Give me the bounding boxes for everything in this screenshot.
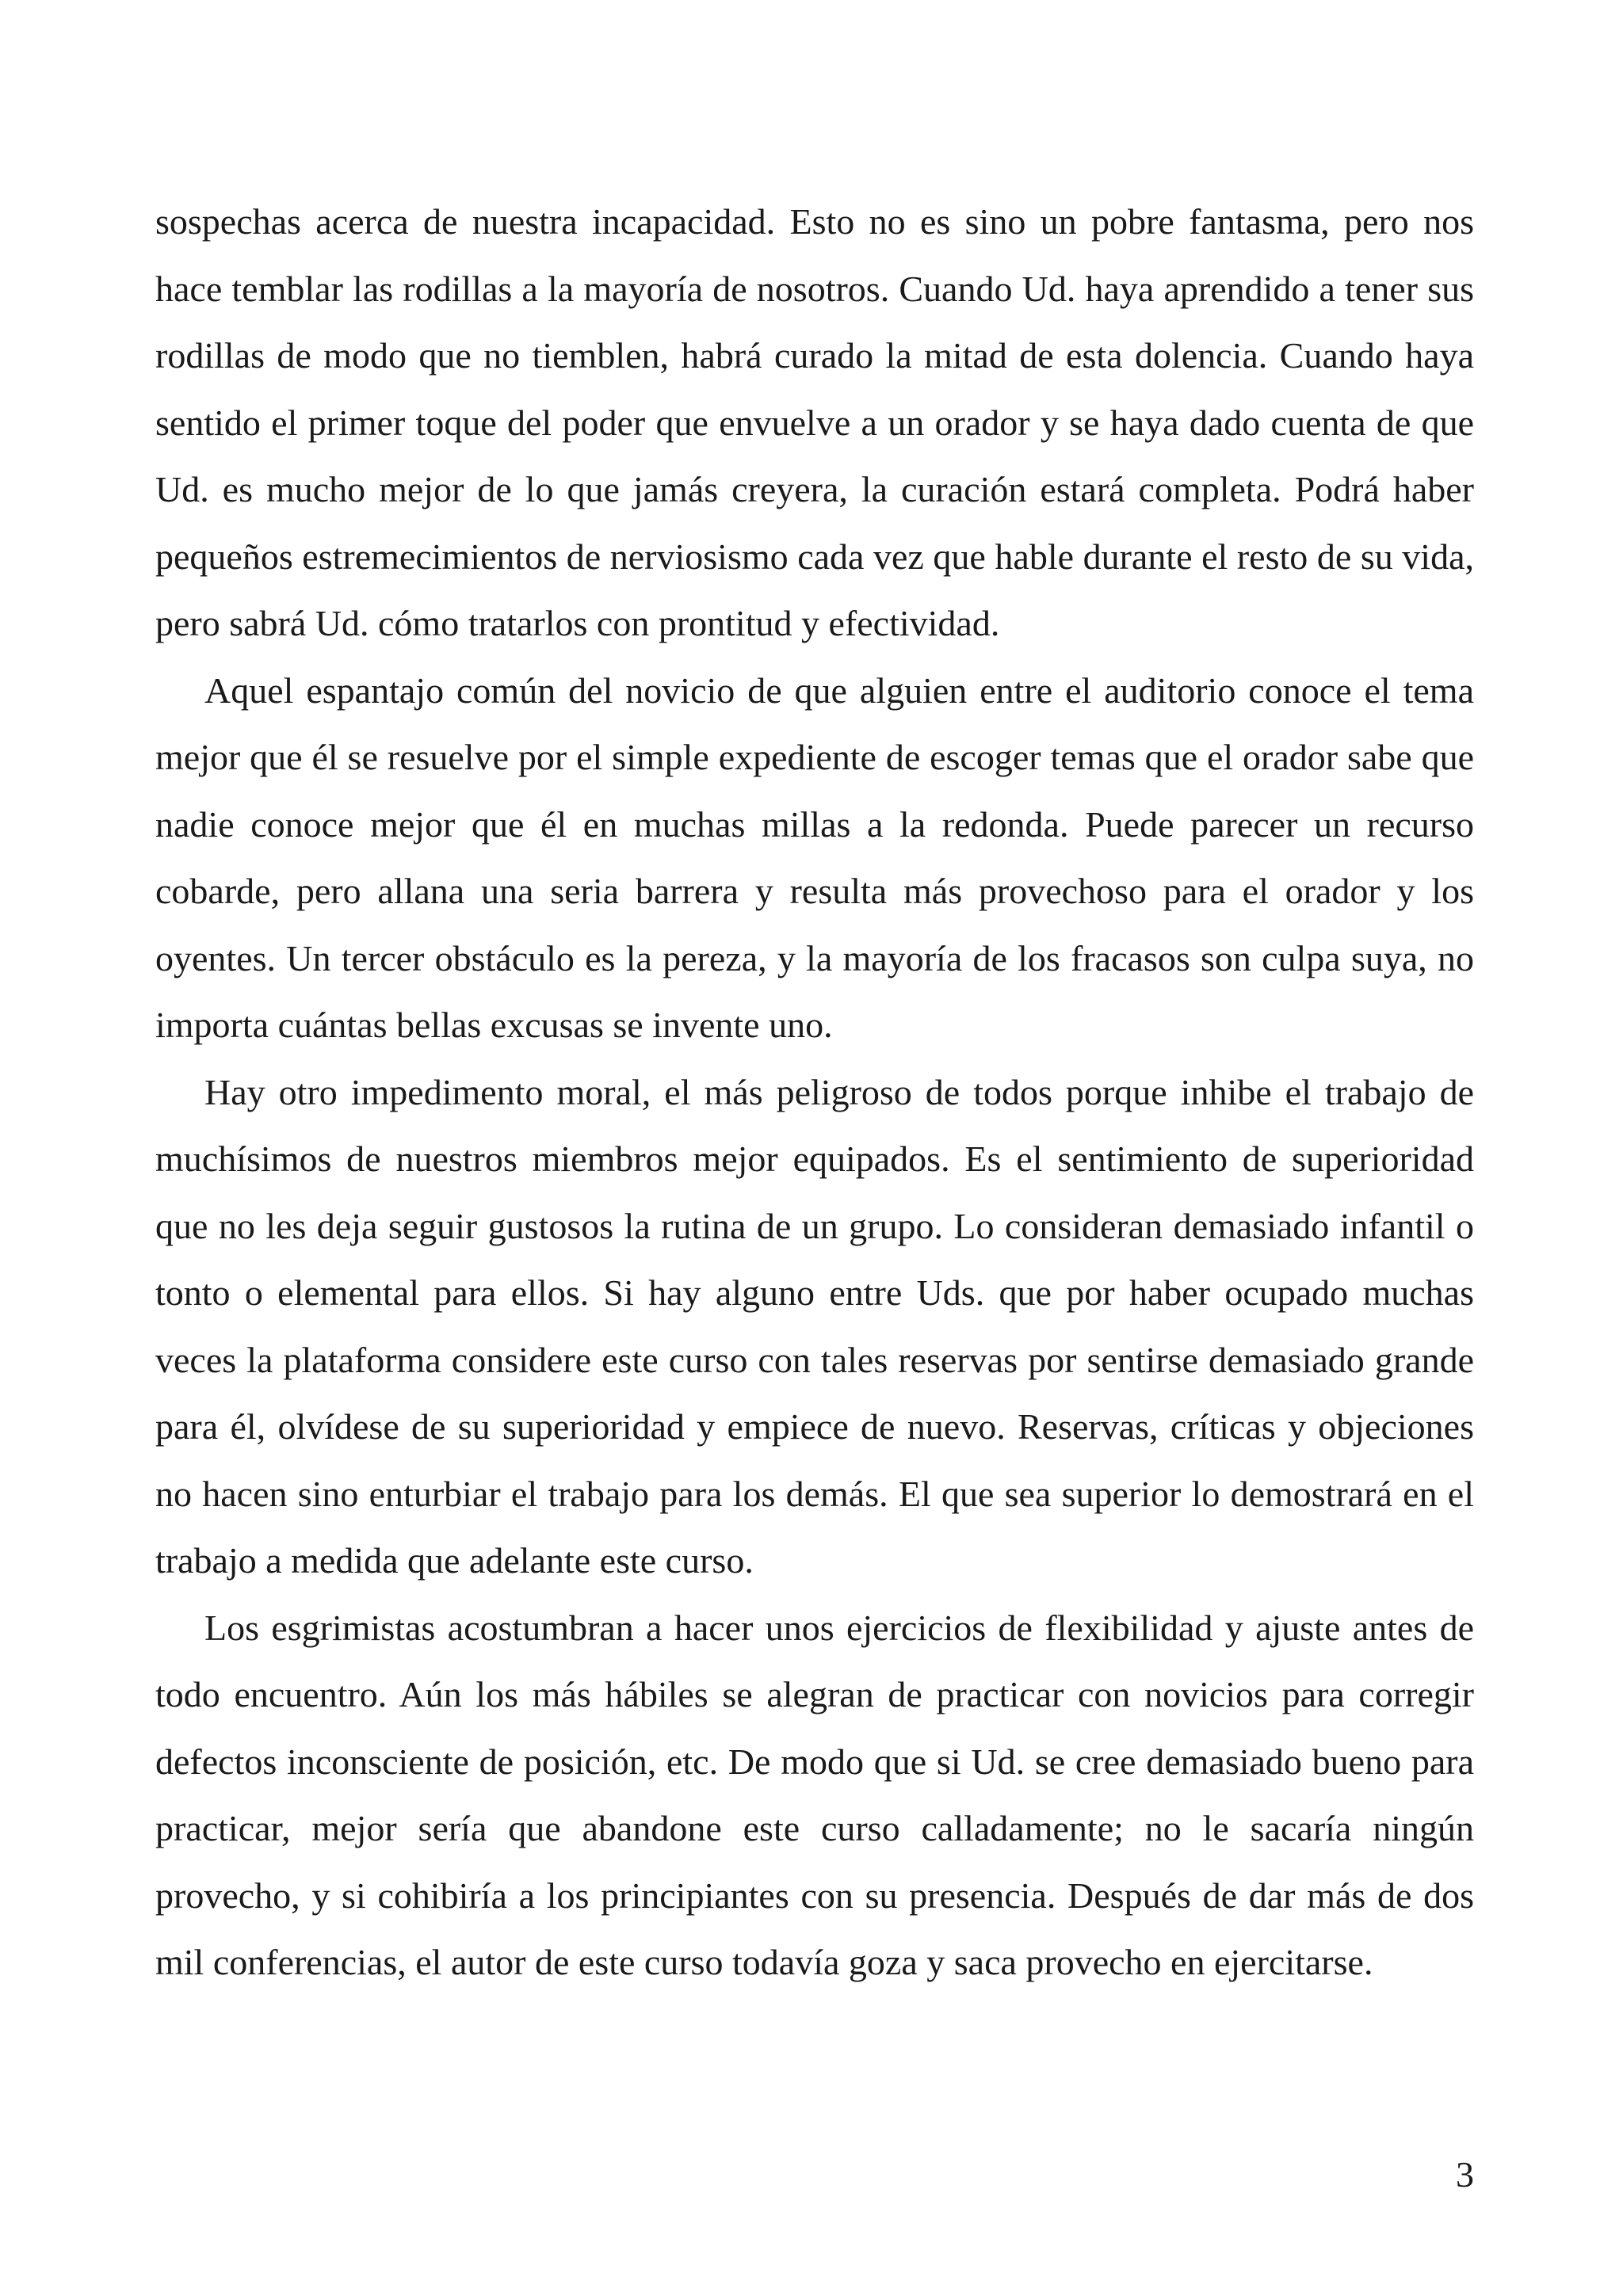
paragraph-continuation: sospechas acerca de nuestra incapacidad. Esto no es sino un pobre fantasma, pero nos hace temblar las rodillas a la mayoría de nosotros. Cuando Ud. haya aprendido a tener sus rodillas de modo que no tiemblen, habrá curado la mitad de esta dolencia. Cuando haya sentido el primer toque del poder que envuelve a un orador y se haya dado cuenta de que Ud. es mucho mejor de lo que jamás creyera, la curación estará completa. Podrá haber pequeños estremecimientos de nerviosismo cada vez que hable durante el resto de su vida, pero sabrá Ud. cómo tratarlos con prontitud y efectividad. [155, 201, 1474, 643]
paragraph-espantajo: Aquel espantajo común del novicio de que alguien entre el auditorio conoce el tema mejor que él se resuelve por el simple expediente de escoger temas que el orador sabe que nadie conoce mejor que él en muchas millas a la redonda. Puede parecer un recurso cobarde, pero allana una seria barrera y resulta más provechoso para el orador y los oyentes. Un tercer obstáculo es la pereza, y la mayoría de los fracasos son culpa suya, no importa cuántas bellas excusas se invente uno. [155, 669, 1474, 1045]
body-text [155, 189, 1474, 1997]
page-number: 3 [1456, 2154, 1474, 2195]
paragraph-esgrimistas: Los esgrimistas acostumbran a hacer unos ejercicios de flexibilidad y ajuste antes de todo encuentro. Aún los más hábiles se alegran de practicar con novicios para corregir defectos inconsciente de posición, etc. De modo que si Ud. se cree demasiado bueno para practicar, mejor sería que abandone este curso calladamente; no le sacaría ningún provecho, y si cohibiría a los principiantes con su presencia. Después de dar más de dos mil conferencias, el autor de este curso todavía goza y saca provecho en ejercitarse. [155, 1607, 1474, 1982]
paragraph-superioridad: Hay otro impedimento moral, el más peligroso de todos porque inhibe el trabajo de muchísimos de nuestros miembros mejor equipados. Es el sentimiento de superioridad que no les deja seguir gustosos la rutina de un grupo. Lo consideran demasiado infantil o tonto o elemental para ellos. Si hay alguno entre Uds. que por haber ocupado muchas veces la plataforma considere este curso con tales reservas por sentirse demasiado grande para él, olvídese de su superioridad y empiece de nuevo. Reservas, críticas y objeciones no hacen sino enturbiar el trabajo para los demás. El que sea superior lo demostrará en el trabajo a medida que adelante este curso. [155, 1071, 1474, 1581]
